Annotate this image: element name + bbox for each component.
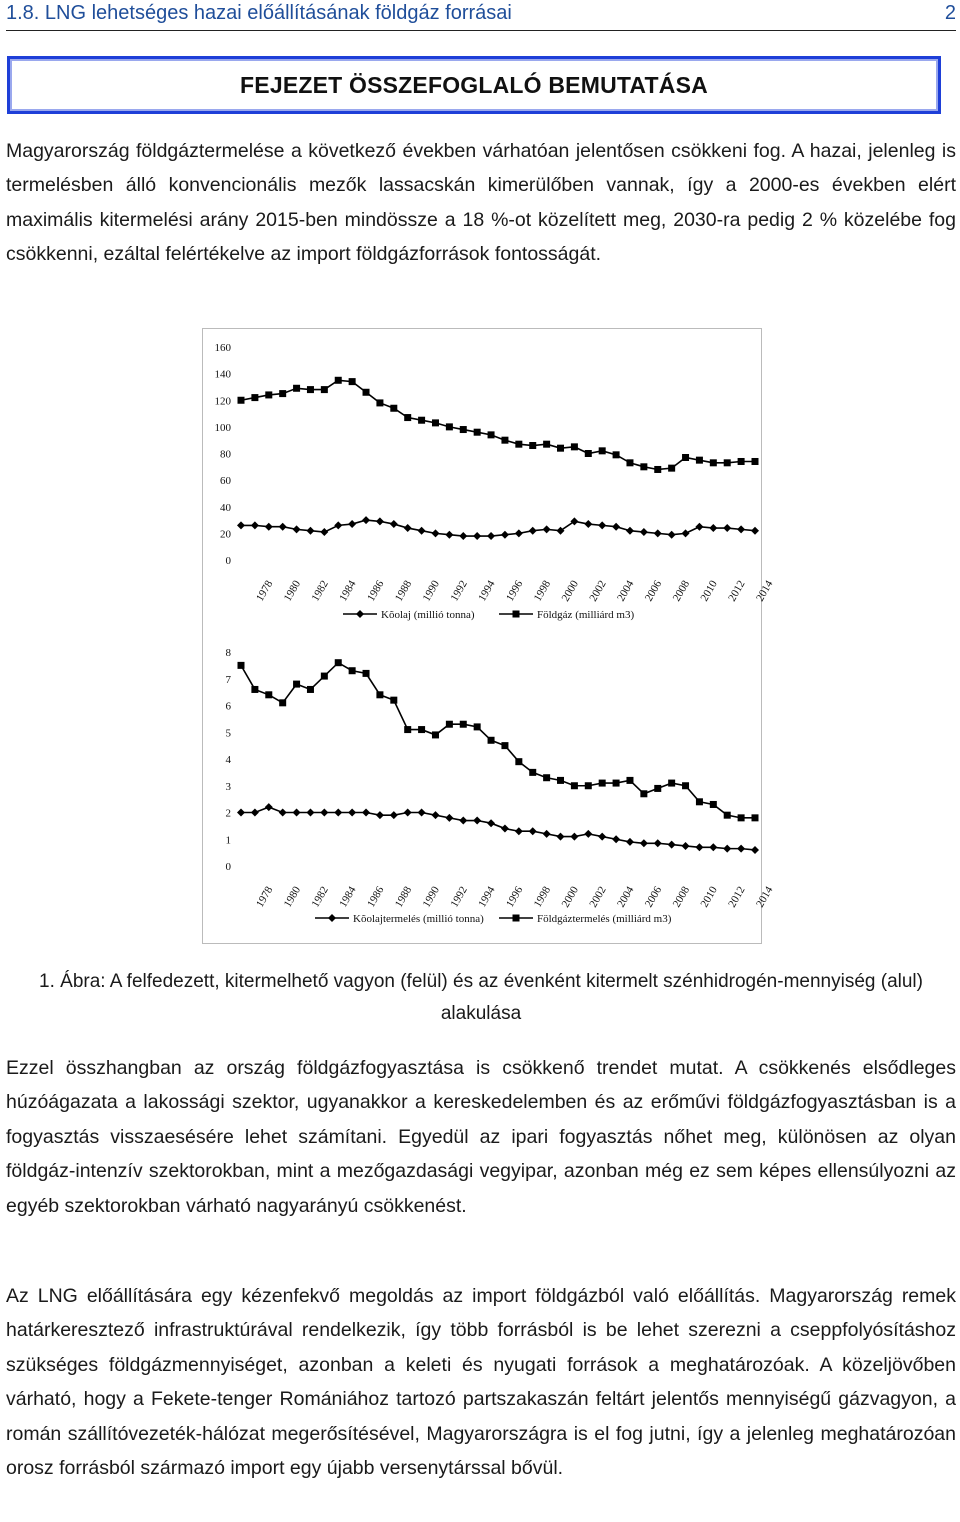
data-point xyxy=(307,686,314,693)
y-tick-label: 40 xyxy=(220,501,231,514)
legend-label: Földgáz (milliárd m3) xyxy=(537,609,635,621)
data-point xyxy=(612,835,620,843)
y-tick-label: 20 xyxy=(220,528,231,541)
data-point xyxy=(710,459,717,466)
page-header xyxy=(6,0,956,31)
data-point xyxy=(668,531,676,539)
legend-label: Kõolaj (millió tonna) xyxy=(381,609,475,621)
y-tick-label: 6 xyxy=(225,700,231,713)
x-tick-label: 1980 xyxy=(281,578,304,604)
data-point xyxy=(682,842,690,850)
legend-marker xyxy=(328,914,336,922)
data-point xyxy=(543,525,551,533)
data-point xyxy=(543,830,551,838)
data-point xyxy=(585,450,592,457)
data-point xyxy=(348,809,356,817)
data-point xyxy=(487,819,495,827)
header-title: 1.8. LNG lehetséges hazai előállításának földgáz forrásai xyxy=(6,2,512,24)
data-point xyxy=(376,691,383,698)
data-point xyxy=(238,397,245,404)
y-tick-label: 7 xyxy=(225,673,231,686)
legend-label: Kõolajtermelés (millió tonna) xyxy=(353,913,484,925)
x-tick-label: 2012 xyxy=(726,578,748,604)
data-point xyxy=(709,524,717,532)
data-point xyxy=(404,524,412,532)
data-point xyxy=(460,426,467,433)
data-point xyxy=(557,777,564,784)
data-point xyxy=(529,442,536,449)
data-point xyxy=(529,769,536,776)
y-tick-label: 0 xyxy=(225,555,231,567)
data-point xyxy=(320,528,328,536)
x-tick-label: 1984 xyxy=(337,578,359,604)
data-point xyxy=(293,385,300,392)
data-point xyxy=(279,809,287,817)
x-tick-label: 1984 xyxy=(337,884,359,910)
data-point xyxy=(335,377,342,384)
y-tick-label: 5 xyxy=(225,727,231,740)
data-point xyxy=(752,814,759,821)
y-tick-label: 8 xyxy=(225,647,231,659)
data-point xyxy=(501,437,508,444)
data-point xyxy=(390,697,397,704)
data-point xyxy=(265,391,272,398)
y-tick-label: 140 xyxy=(214,368,231,381)
paragraph-intro: Magyarország földgáztermelése a következő években várhatóan jelentősen csökkeni fog. A hazai, jelenleg is termelésben álló konvencionális mezők lassacskán kimerülőben vannak, így a 2000-es években elért maximális kitermelési arány 2015-ben mindössze a 18 %-ot közelített meg, 2030-ra pedig 2 % közelébe fog csökkenni, ezáltal felértékelve az import földgázforrások fontosságát. xyxy=(6,140,956,266)
data-point xyxy=(557,833,565,841)
x-tick-label: 2012 xyxy=(726,884,748,910)
series-line xyxy=(241,663,755,818)
legend-marker xyxy=(513,915,520,922)
data-point xyxy=(571,782,578,789)
data-point xyxy=(529,827,537,835)
y-tick-label: 3 xyxy=(225,780,231,793)
y-tick-label: 80 xyxy=(220,448,231,461)
data-point xyxy=(751,846,759,854)
data-point xyxy=(488,737,495,744)
data-point xyxy=(390,405,397,412)
data-point xyxy=(251,521,259,529)
data-point xyxy=(668,841,676,849)
data-point xyxy=(529,527,537,535)
figure-charts xyxy=(203,329,776,943)
data-point xyxy=(376,517,384,525)
data-point xyxy=(737,845,745,853)
data-point xyxy=(265,691,272,698)
data-point xyxy=(515,441,522,448)
data-point xyxy=(724,459,731,466)
data-point xyxy=(238,662,245,669)
x-tick-label: 2000 xyxy=(559,578,581,604)
data-point xyxy=(237,809,245,817)
data-point xyxy=(501,742,508,749)
x-tick-label: 1986 xyxy=(365,578,387,604)
data-point xyxy=(613,451,620,458)
data-point xyxy=(654,466,661,473)
data-point xyxy=(362,809,370,817)
data-point xyxy=(557,445,564,452)
data-point xyxy=(626,777,633,784)
x-tick-label: 1994 xyxy=(476,578,498,604)
data-point xyxy=(432,731,439,738)
data-point xyxy=(418,527,426,535)
data-point xyxy=(752,458,759,465)
data-point xyxy=(668,780,675,787)
data-point xyxy=(488,431,495,438)
data-point xyxy=(501,825,509,833)
data-point xyxy=(543,774,550,781)
figure-caption: 1. Ábra: A felfedezett, kitermelhető vagyon (felül) és az évenként kitermelt szénhidrogén-mennyiség (alul) alakulása xyxy=(39,971,923,1024)
x-tick-label: 2008 xyxy=(670,578,693,604)
data-point xyxy=(446,721,453,728)
data-point xyxy=(431,529,439,537)
data-point xyxy=(626,838,634,846)
x-tick-label: 2004 xyxy=(615,578,637,604)
data-point xyxy=(390,811,398,819)
chapter-banner xyxy=(7,56,941,114)
data-point xyxy=(598,521,606,529)
y-tick-label: 120 xyxy=(214,395,231,408)
data-point xyxy=(737,525,745,533)
data-point xyxy=(349,667,356,674)
data-point xyxy=(376,399,383,406)
x-tick-label: 2004 xyxy=(615,884,637,910)
data-point xyxy=(418,809,426,817)
x-tick-label: 1996 xyxy=(503,578,526,604)
data-point xyxy=(390,520,398,528)
data-point xyxy=(710,801,717,808)
data-point xyxy=(265,803,273,811)
data-point xyxy=(335,659,342,666)
data-point xyxy=(404,414,411,421)
data-point xyxy=(612,523,620,531)
legend-marker xyxy=(356,610,364,618)
data-point xyxy=(306,527,314,535)
data-point xyxy=(501,531,509,539)
data-point xyxy=(404,726,411,733)
data-point xyxy=(251,809,259,817)
y-tick-label: 1 xyxy=(225,834,231,847)
x-tick-label: 2006 xyxy=(642,578,665,604)
y-tick-label: 0 xyxy=(225,861,231,873)
y-tick-label: 100 xyxy=(214,421,231,434)
legend-label: Földgáztermelés (milliárd m3) xyxy=(537,913,672,925)
data-point xyxy=(682,529,690,537)
data-point xyxy=(695,843,703,851)
data-point xyxy=(738,458,745,465)
x-tick-label: 1994 xyxy=(476,884,498,910)
figure-1 xyxy=(202,328,776,944)
data-point xyxy=(723,524,731,532)
data-point xyxy=(738,814,745,821)
x-tick-label: 1978 xyxy=(253,884,276,910)
data-point xyxy=(432,419,439,426)
data-point xyxy=(640,839,648,847)
data-point xyxy=(598,833,606,841)
data-point xyxy=(543,441,550,448)
data-point xyxy=(251,394,258,401)
data-point xyxy=(418,417,425,424)
x-tick-label: 1982 xyxy=(309,578,331,604)
series-line xyxy=(241,380,755,469)
data-point xyxy=(626,459,633,466)
data-point xyxy=(363,670,370,677)
data-point xyxy=(584,830,592,838)
data-point xyxy=(459,817,467,825)
x-tick-label: 1982 xyxy=(309,884,331,910)
data-point xyxy=(696,798,703,805)
data-point xyxy=(723,845,731,853)
data-point xyxy=(376,811,384,819)
y-tick-label: 60 xyxy=(220,475,231,488)
data-point xyxy=(279,699,286,706)
data-point xyxy=(279,390,286,397)
data-point xyxy=(640,790,647,797)
data-point xyxy=(265,523,273,531)
chapter-title: FEJEZET ÖSSZEFOGLALÓ BEMUTATÁSA xyxy=(240,71,708,98)
data-point xyxy=(334,521,342,529)
data-point xyxy=(654,529,662,537)
paragraph-consumption: Ezzel összhangban az ország földgázfogyasztása is csökkenő trendet mutat. A csökkenés elsődleges húzóágazata a lakossági szektor, ugyanakkor a kereskedelemben és az erőművi földgázfogyasztásban is a fogyasztás visszaesésére lehet számítani. Egyedül az ipari fogyasztás nőhet meg, különösen az olyan földgáz-intenzív szektorokban, mint a mezőgazdasági vegyipar, azonban még ez sem képes ellensúlyozni az egyéb szektorokban várható nagyarányú csökkenést. xyxy=(6,1057,956,1217)
data-point xyxy=(348,520,356,528)
data-point xyxy=(696,457,703,464)
x-tick-label: 1998 xyxy=(531,884,554,910)
x-tick-label: 1986 xyxy=(365,884,387,910)
x-tick-label: 2002 xyxy=(587,578,609,604)
x-tick-label: 2008 xyxy=(670,884,693,910)
x-tick-label: 2010 xyxy=(698,578,720,604)
page-number: 2 xyxy=(944,2,956,24)
x-tick-label: 1988 xyxy=(392,884,415,910)
data-point xyxy=(459,532,467,540)
x-tick-label: 1998 xyxy=(531,578,554,604)
data-point xyxy=(293,809,301,817)
data-point xyxy=(293,525,301,533)
x-tick-label: 1996 xyxy=(503,884,526,910)
data-point xyxy=(585,782,592,789)
data-point xyxy=(682,454,689,461)
x-tick-label: 1992 xyxy=(448,884,470,910)
y-tick-label: 2 xyxy=(225,807,231,820)
data-point xyxy=(751,527,759,535)
x-tick-label: 1978 xyxy=(253,578,276,604)
data-point xyxy=(473,532,481,540)
x-tick-label: 1992 xyxy=(448,578,470,604)
x-tick-label: 1990 xyxy=(420,578,443,604)
data-point xyxy=(640,528,648,536)
x-tick-label: 2014 xyxy=(754,884,776,910)
data-point xyxy=(599,447,606,454)
data-point xyxy=(640,463,647,470)
data-point xyxy=(349,378,356,385)
data-point xyxy=(460,721,467,728)
data-point xyxy=(362,516,370,524)
data-point xyxy=(279,523,287,531)
data-point xyxy=(487,532,495,540)
legend-marker xyxy=(513,611,520,618)
data-point xyxy=(474,429,481,436)
data-point xyxy=(599,780,606,787)
data-point xyxy=(474,723,481,730)
data-point xyxy=(724,812,731,819)
data-point xyxy=(237,521,245,529)
data-point xyxy=(654,785,661,792)
x-tick-label: 2006 xyxy=(642,884,665,910)
data-point xyxy=(293,681,300,688)
data-point xyxy=(584,520,592,528)
data-point xyxy=(613,780,620,787)
data-point xyxy=(446,423,453,430)
series-line xyxy=(241,807,755,850)
data-point xyxy=(571,443,578,450)
data-point xyxy=(321,673,328,680)
y-tick-label: 4 xyxy=(225,754,231,766)
data-point xyxy=(668,465,675,472)
series-line xyxy=(241,520,755,536)
paragraph-lng: Az LNG előállítására egy kézenfekvő megoldás az import földgázból való előállítás. Magyarország remek határkeresztező infrastruktúrával rendelkezik, így több forrásból is be lehet szerezni a cseppfolyósításhoz szükséges földgázmennyiséget, azonban a keleti és nyugati források a meghatározóak. A közeljövőben várható, hogy a Fekete-tenger Romániához tartozó partszakaszán feltárt jelentős mennyiségű gázvagyon, a román szállítóvezeték-hálózat megerősítésével, Magyarországra is el fog jutni, így a jelenleg meghatározóan orosz forrásból származó import egy újabb versenytárssal bővül. xyxy=(6,1285,956,1480)
data-point xyxy=(570,833,578,841)
x-tick-label: 1988 xyxy=(392,578,415,604)
data-point xyxy=(307,386,314,393)
data-point xyxy=(320,809,328,817)
data-point xyxy=(626,527,634,535)
data-point xyxy=(334,809,342,817)
x-tick-label: 2010 xyxy=(698,884,720,910)
data-point xyxy=(682,782,689,789)
x-tick-label: 2000 xyxy=(559,884,581,910)
x-tick-label: 2014 xyxy=(754,578,776,604)
data-point xyxy=(445,814,453,822)
x-tick-label: 1990 xyxy=(420,884,443,910)
data-point xyxy=(445,531,453,539)
x-tick-label: 1980 xyxy=(281,884,304,910)
data-point xyxy=(695,523,703,531)
data-point xyxy=(473,817,481,825)
x-tick-label: 2002 xyxy=(587,884,609,910)
data-point xyxy=(418,726,425,733)
data-point xyxy=(515,827,523,835)
data-point xyxy=(306,809,314,817)
data-point xyxy=(515,529,523,537)
data-point xyxy=(363,389,370,396)
data-point xyxy=(709,843,717,851)
data-point xyxy=(431,811,439,819)
data-point xyxy=(251,686,258,693)
data-point xyxy=(321,386,328,393)
data-point xyxy=(404,809,412,817)
data-point xyxy=(515,758,522,765)
data-point xyxy=(654,839,662,847)
y-tick-label: 160 xyxy=(214,342,231,354)
